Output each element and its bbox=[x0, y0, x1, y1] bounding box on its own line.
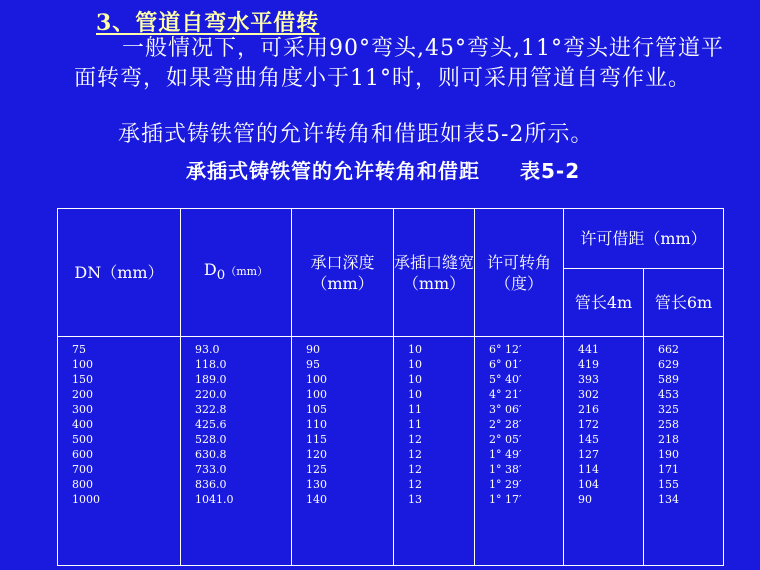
table-cell: 11 bbox=[408, 403, 422, 416]
table-cell: 1041.0 bbox=[195, 493, 234, 506]
table-cell: 10 bbox=[408, 373, 422, 386]
header-socket-depth: 承口深度（mm） bbox=[292, 209, 394, 337]
table-cell: 11 bbox=[408, 418, 422, 431]
table-cell: 1000 bbox=[72, 493, 100, 506]
table-cell: 800 bbox=[72, 478, 93, 491]
table-cell: 4° 21′ bbox=[489, 388, 522, 401]
table-cell: 453 bbox=[658, 388, 679, 401]
column-offset-4m bbox=[564, 337, 644, 566]
table-cell: 104 bbox=[578, 478, 599, 491]
table-cell: 125 bbox=[306, 463, 327, 476]
table-number: 表5-2 bbox=[520, 159, 581, 183]
table-cell: 733.0 bbox=[195, 463, 227, 476]
column-offset-6m bbox=[644, 337, 724, 566]
table-cell: 216 bbox=[578, 403, 599, 416]
table-cell: 134 bbox=[658, 493, 679, 506]
table-cell: 325 bbox=[658, 403, 679, 416]
column-dn bbox=[58, 337, 181, 566]
table-cell: 5° 40′ bbox=[489, 373, 522, 386]
table-cell: 220.0 bbox=[195, 388, 227, 401]
table-cell: 6° 12′ bbox=[489, 343, 522, 356]
table-cell: 500 bbox=[72, 433, 93, 446]
header-allowable-angle: 许可转角（度） bbox=[475, 209, 564, 337]
table-cell: 393 bbox=[578, 373, 599, 386]
table-cell: 172 bbox=[578, 418, 599, 431]
table-cell: 12 bbox=[408, 478, 422, 491]
table-cell: 12 bbox=[408, 463, 422, 476]
table-cell: 1° 38′ bbox=[489, 463, 522, 476]
table-cell: 100 bbox=[72, 358, 93, 371]
column-angle bbox=[475, 337, 564, 566]
d0-symbol: D bbox=[203, 259, 217, 279]
table-cell: 218 bbox=[658, 433, 679, 446]
table-cell: 2° 05′ bbox=[489, 433, 522, 446]
table-cell: 10 bbox=[408, 388, 422, 401]
d0-subscript: 0 bbox=[216, 268, 226, 284]
column-socket-gap bbox=[394, 337, 475, 566]
table-cell: 90 bbox=[578, 493, 592, 506]
table-cell: 300 bbox=[72, 403, 93, 416]
table-cell: 258 bbox=[658, 418, 679, 431]
table-cell: 171 bbox=[658, 463, 679, 476]
table-cell: 528.0 bbox=[195, 433, 227, 446]
table-cell: 12 bbox=[408, 448, 422, 461]
table-cell: 127 bbox=[578, 448, 599, 461]
header-d0 bbox=[181, 209, 292, 337]
header-pipe-4m: 管长4m bbox=[564, 269, 644, 337]
table-cell: 13 bbox=[408, 493, 422, 506]
table-cell: 836.0 bbox=[195, 478, 227, 491]
table-cell: 189.0 bbox=[195, 373, 227, 386]
table-reference-paragraph: 承插式铸铁管的允许转角和借距如表5-2所示。 bbox=[118, 122, 594, 147]
table-cell: 425.6 bbox=[195, 418, 227, 431]
column-d0 bbox=[181, 337, 292, 566]
table-cell: 115 bbox=[306, 433, 327, 446]
table-cell: 322.8 bbox=[195, 403, 227, 416]
table-cell: 100 bbox=[306, 388, 327, 401]
table-cell: 95 bbox=[306, 358, 320, 371]
table-cell: 10 bbox=[408, 343, 422, 356]
table-cell: 120 bbox=[306, 448, 327, 461]
table-cell: 105 bbox=[306, 403, 327, 416]
header-pipe-6m: 管长6m bbox=[644, 269, 724, 337]
table-cell: 100 bbox=[306, 373, 327, 386]
table-cell: 302 bbox=[578, 388, 599, 401]
data-row bbox=[58, 337, 724, 566]
pipe-angle-table bbox=[57, 208, 724, 566]
table-cell: 1° 49′ bbox=[489, 448, 522, 461]
table-cell: 93.0 bbox=[195, 343, 220, 356]
table-cell: 400 bbox=[72, 418, 93, 431]
table-cell: 589 bbox=[658, 373, 679, 386]
table-cell: 118.0 bbox=[195, 358, 227, 371]
section-heading: 3、管道自弯水平借转 bbox=[96, 10, 320, 36]
table-cell: 114 bbox=[578, 463, 599, 476]
table-caption bbox=[186, 155, 580, 184]
table-cell: 75 bbox=[72, 343, 86, 356]
intro-paragraph: 一般情况下，可采用90°弯头,45°弯头,11°弯头进行管道平面转弯，如果弯曲角度小于11°时，则可采用管道自弯作业。 bbox=[74, 36, 724, 91]
table-cell: 3° 06′ bbox=[489, 403, 522, 416]
table-cell: 6° 01′ bbox=[489, 358, 522, 371]
table-cell: 130 bbox=[306, 478, 327, 491]
table-cell: 700 bbox=[72, 463, 93, 476]
header-row-1 bbox=[58, 209, 724, 269]
column-socket-depth bbox=[292, 337, 394, 566]
table-cell: 110 bbox=[306, 418, 327, 431]
header-dn: DN（mm） bbox=[58, 209, 181, 337]
table-cell: 200 bbox=[72, 388, 93, 401]
table-cell: 155 bbox=[658, 478, 679, 491]
d0-unit: （mm） bbox=[225, 264, 269, 278]
table-title: 承插式铸铁管的允许转角和借距 bbox=[186, 159, 480, 183]
table-cell: 145 bbox=[578, 433, 599, 446]
table-cell: 150 bbox=[72, 373, 93, 386]
table-cell: 90 bbox=[306, 343, 320, 356]
table-cell: 662 bbox=[658, 343, 679, 356]
table-cell: 441 bbox=[578, 343, 599, 356]
table-cell: 10 bbox=[408, 358, 422, 371]
table-cell: 140 bbox=[306, 493, 327, 506]
table-cell: 2° 28′ bbox=[489, 418, 522, 431]
table-cell: 1° 29′ bbox=[489, 478, 522, 491]
table-cell: 419 bbox=[578, 358, 599, 371]
table-cell: 12 bbox=[408, 433, 422, 446]
table-cell: 1° 17′ bbox=[489, 493, 522, 506]
table-cell: 629 bbox=[658, 358, 679, 371]
table-cell: 600 bbox=[72, 448, 93, 461]
table-cell: 630.8 bbox=[195, 448, 227, 461]
header-allowable-offset: 许可借距（mm） bbox=[564, 209, 724, 269]
table-cell: 190 bbox=[658, 448, 679, 461]
header-socket-gap: 承插口缝宽（mm） bbox=[394, 209, 475, 337]
